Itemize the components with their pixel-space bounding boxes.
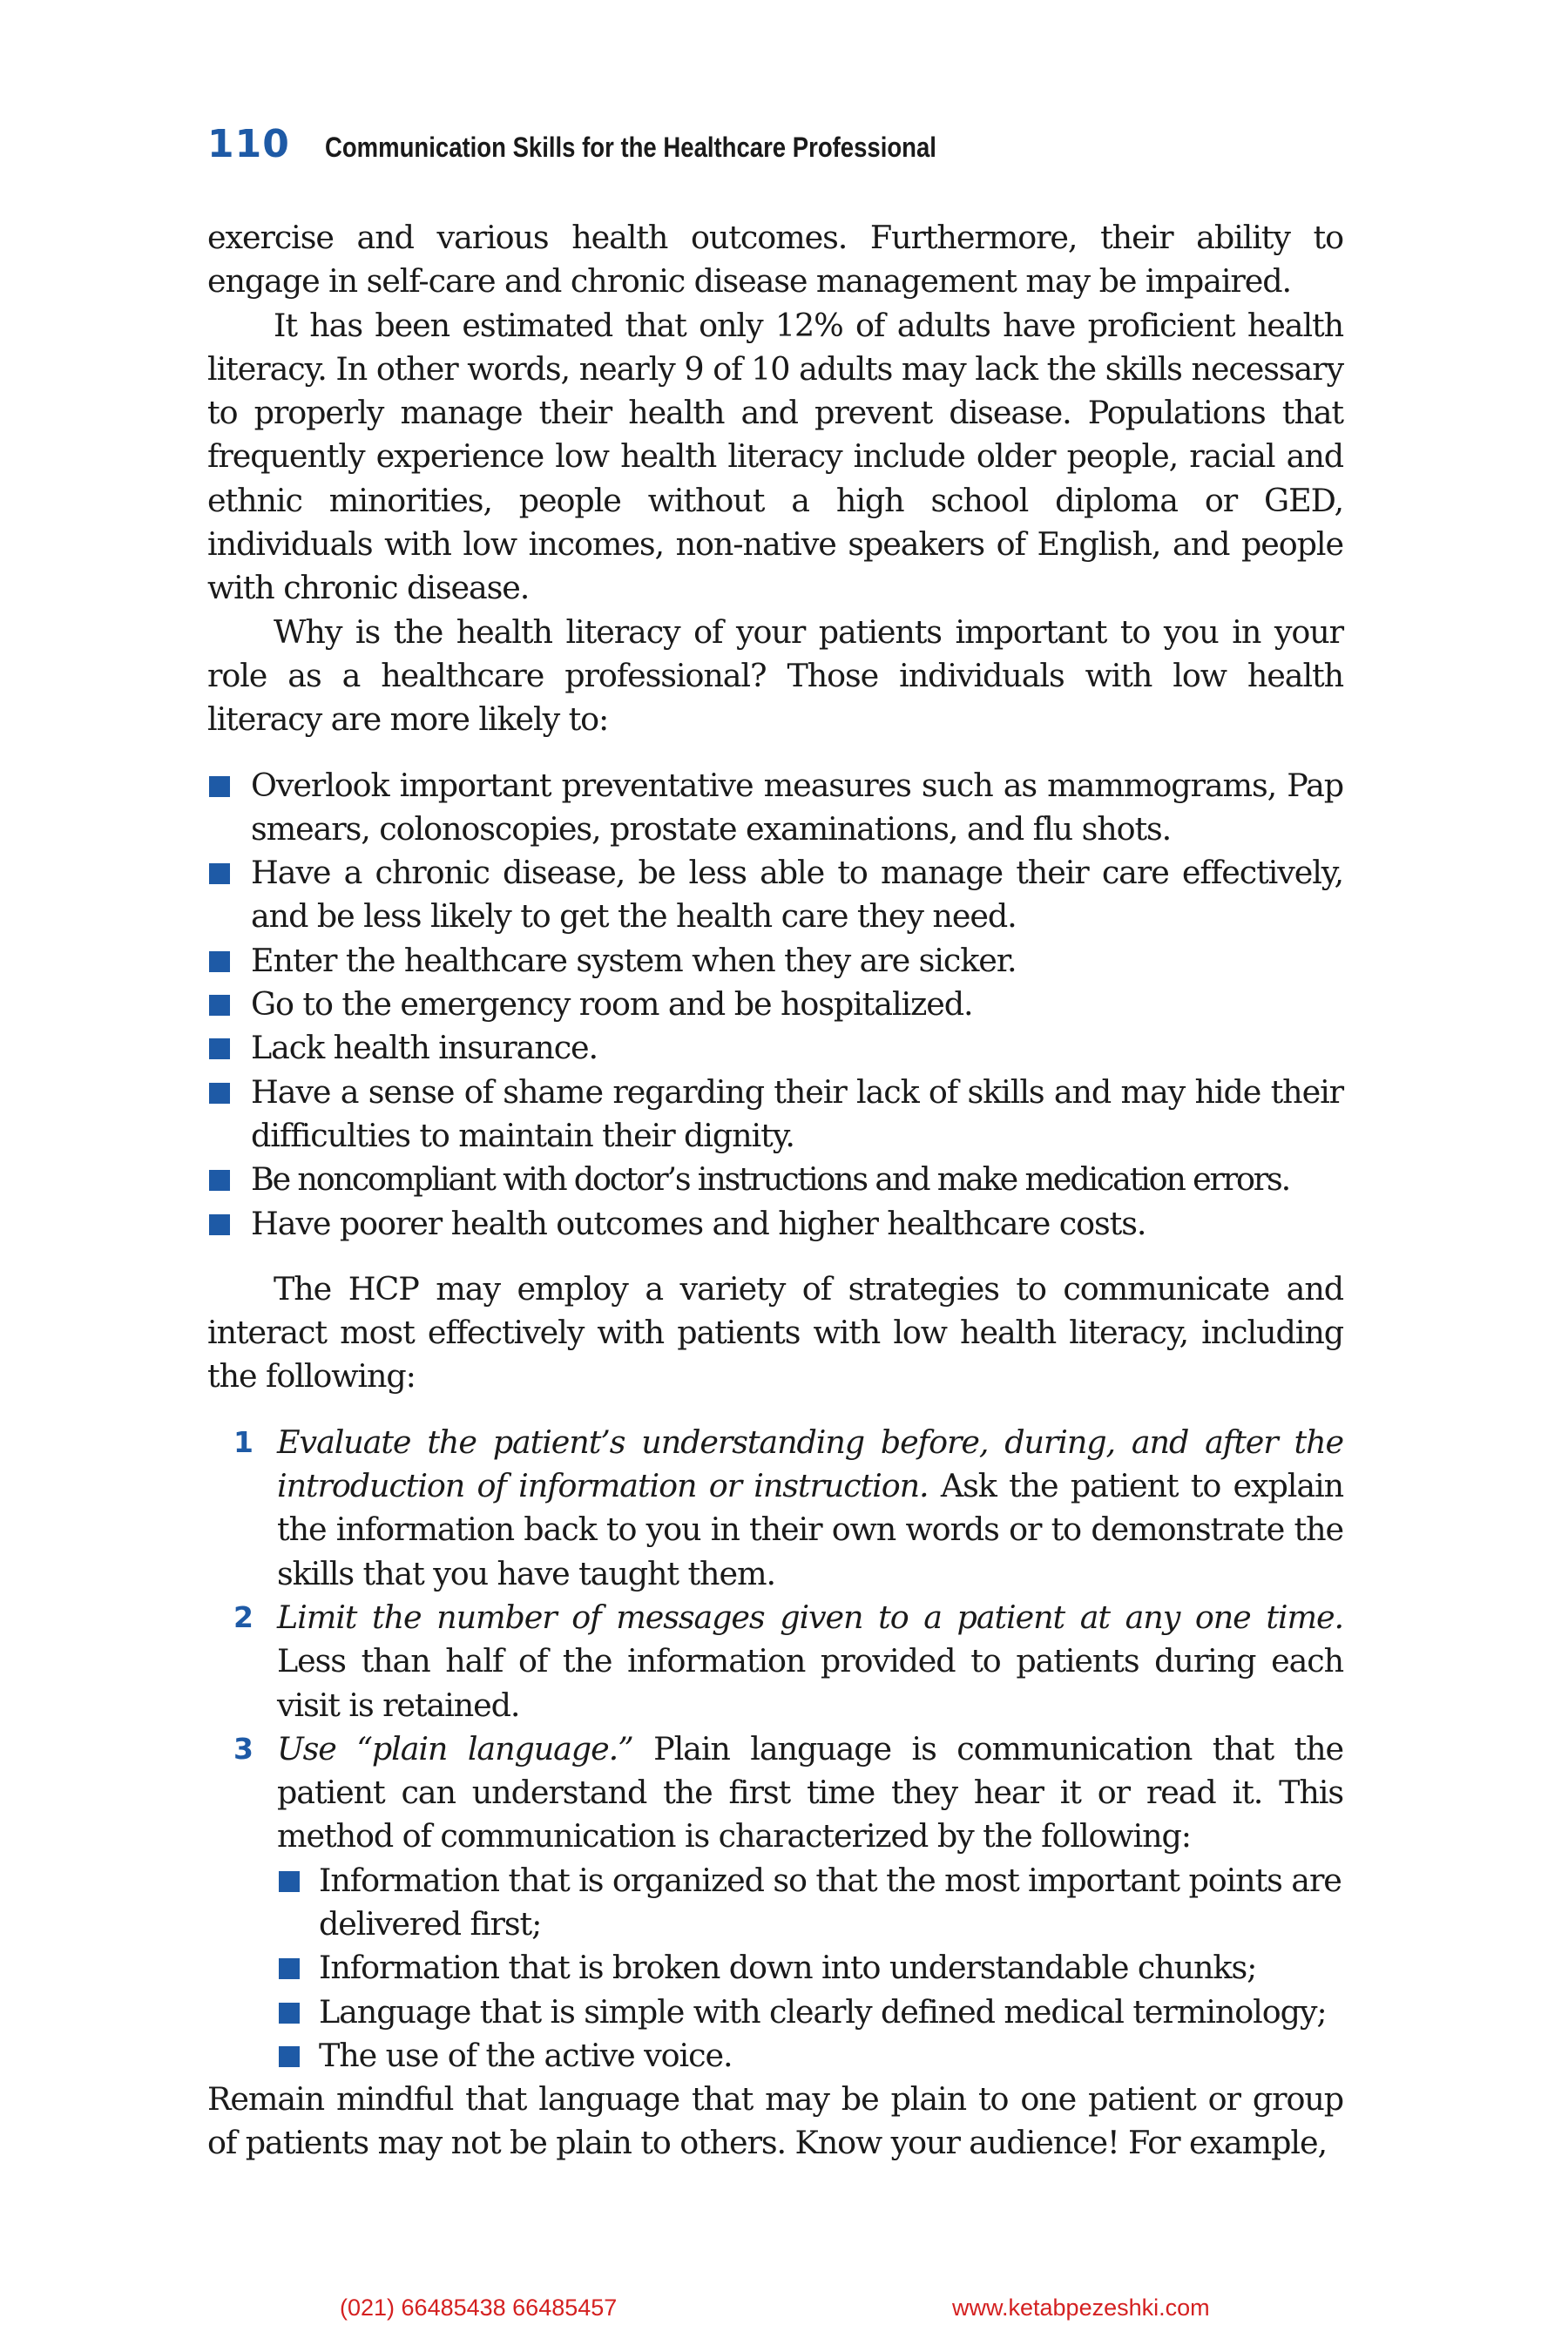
strategy-item-1 xyxy=(207,1421,1343,1596)
bullet-item: Overlook important preventative measures such as mammograms, Pap smears, colonoscopies, prostate examinations, and flu shots. xyxy=(207,764,1343,852)
risk-bullet-list xyxy=(207,764,1343,1246)
bullet-item: Enter the healthcare system when they are sicker. xyxy=(207,939,1343,983)
strategy-text: Plain language is communication that the patient can understand the first time they hear it or read it. This method of communication is characterized by the following: xyxy=(277,1729,1343,1855)
bullet-item: Have poorer health outcomes and higher healthcare costs. xyxy=(207,1202,1343,1246)
strategy-item-3 xyxy=(207,1727,1343,2078)
running-title: Communication Skills for the Healthcare Professional xyxy=(324,132,936,163)
paragraph-5: Remain mindful that language that may be plain to one patient or group of patients may not be plain to others. Know your audience! For example, xyxy=(207,2080,1343,2162)
strategy-number: 3 xyxy=(233,1731,253,1766)
bullet-item: Have a sense of shame regarding their lack of skills and may hide their difficulties to maintain their dignity. xyxy=(207,1071,1343,1159)
strategy-text: Less than half of the information provided to patients during each visit is retained. xyxy=(277,1642,1343,1724)
strategy-list xyxy=(207,1421,1343,2078)
paragraph-1: exercise and various health outcomes. Furthermore, their ability to engage in self-care and chronic disease management may be impaired. xyxy=(207,219,1343,301)
page-number: 110 xyxy=(207,122,290,166)
bullet-item: Lack health insurance. xyxy=(207,1026,1343,1070)
bullet-item: Have a chronic disease, be less able to manage their care effectively, and be less likely to get the health care they need. xyxy=(207,851,1343,939)
footer-phone: (021) 66485438 66485457 xyxy=(340,2295,618,2321)
strategy-heading: Use “plain language.” xyxy=(277,1729,633,1767)
plain-language-list xyxy=(277,1859,1343,2078)
strategy-text: Ask the patient to explain the information back to you in their own words or to demonstrate the skills that you have taught them. xyxy=(277,1467,1343,1592)
strategy-item-2 xyxy=(207,1596,1343,1727)
sub-bullet-item: The use of the active voice. xyxy=(277,2034,1343,2078)
body-text xyxy=(207,216,1343,2166)
strategy-heading: Limit the number of messages given to a patient at any one time. xyxy=(277,1598,1343,1636)
strategy-number: 1 xyxy=(233,1424,253,1459)
paragraph-3: Why is the health literacy of your patients important to you in your role as a healthcare professional? Those individuals with low health literacy are more likely to: xyxy=(207,612,1343,739)
bullet-item: Go to the emergency room and be hospitalized. xyxy=(207,983,1343,1026)
page-header xyxy=(207,122,1036,174)
bullet-item: Be noncompliant with doctor’s instructions and make medication errors. xyxy=(207,1158,1343,1201)
paragraph-4: The HCP may employ a variety of strategies to communicate and interact most effectively with patients with low health literacy, including the following: xyxy=(207,1269,1343,1396)
sub-bullet-item: Information that is organized so that the most important points are delivered first; xyxy=(277,1859,1343,1947)
paragraph-2: It has been estimated that only 12% of adults have proficient health literacy. In other words, nearly 9 of 10 adults may lack the skills necessary to properly manage their health and prevent disease. Populations that frequently experience low health literacy include older people, racial and ethnic minorities, people without a high school diploma or GED, individuals with low incomes, non-native speakers of English, and people with chronic disease. xyxy=(207,306,1343,607)
sub-bullet-item: Information that is broken down into understandable chunks; xyxy=(277,1946,1343,1990)
strategy-number: 2 xyxy=(233,1599,253,1634)
strategy-heading: Evaluate the patient’s understanding before, during, and after the introduction of information or instruction. xyxy=(277,1423,1343,1505)
footer-website[interactable]: www.ketabpezeshki.com xyxy=(952,2295,1210,2321)
sub-bullet-item: Language that is simple with clearly defined medical terminology; xyxy=(277,1990,1343,2034)
